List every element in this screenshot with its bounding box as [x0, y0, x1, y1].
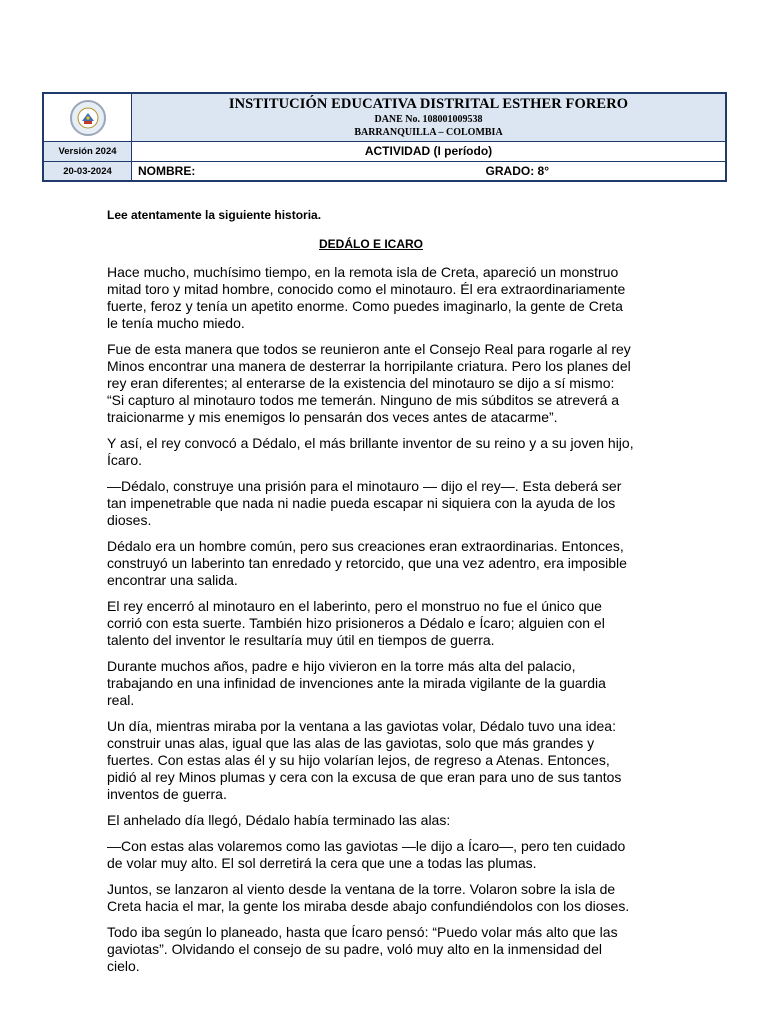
story-paragraph: Y así, el rey convocó a Dédalo, el más brillante inventor de su reino y a su joven hijo, Ícaro. — [107, 435, 634, 468]
story-paragraph: —Dédalo, construye una prisión para el minotauro — dijo el rey—. Esta deberá ser tan impenetrable que nada ni nadie pueda escapar ni siquiera con la ayuda de los dioses. — [107, 478, 622, 528]
story-paragraph: Fue de esta manera que todos se reunieron ante el Consejo Real para rogarle al rey Minos encontrar una manera de desterrar la horripilante criatura. Pero los planes del rey eran diferentes; al enterarse de la existencia del minotauro se dijo a sí mismo: “Si capturo al minotauro todos me temerán. Ninguno de mis súbditos se atreverá a traicionarme y mis enemigos lo pensarán dos veces antes de atacarme”. — [107, 341, 631, 425]
story-paragraph: Juntos, se lanzaron al viento desde la ventana de la torre. Volaron sobre la isla de Creta hacia el mar, la gente los miraba desde abajo confundiéndolos con los dioses. — [107, 881, 630, 914]
logo-cell — [44, 94, 132, 141]
date-cell: 20-03-2024 — [44, 162, 132, 180]
dane-number: DANE No. 108001009538 — [374, 114, 483, 125]
story-paragraph: Todo iba según lo planeado, hasta que Ícaro pensó: “Puedo volar más alto que las gaviotas”. Olvidando el consejo de su padre, voló muy alto en la inmensidad del cielo. — [107, 924, 618, 974]
story-paragraph: Un día, mientras miraba por la ventana a las gaviotas volar, Dédalo tuvo una idea: construir unas alas, igual que las alas de las gaviotas, solo que más grandes y fuertes. Con estas alas él y su hijo volarían lejos, de regreso a Atenas. Entonces, pidió al rey Minos plumas y cera con la excusa de que eran para uno de sus tantos inventos de guerra. — [107, 718, 622, 802]
header-table — [42, 92, 727, 182]
story-paragraph: Dédalo era un hombre común, pero sus creaciones eran extraordinarias. Entonces, construyó un laberinto tan enredado y retorcido, que una vez adentro, era imposible encontrar una salida. — [107, 538, 627, 588]
story-content — [107, 208, 635, 984]
student-info-cell — [132, 162, 725, 180]
institution-title-cell — [132, 94, 725, 141]
school-crest-icon — [70, 100, 106, 136]
story-paragraph: El rey encerró al minotauro en el laberinto, pero el monstruo no fue el único que corrió con esta suerte. También hizo prisioneros a Dédalo e Ícaro; alguien con el talento del inventor le resultaría muy útil en tiempos de guerra. — [107, 598, 605, 648]
grade-label: GRADO: 8° — [485, 164, 549, 178]
instruction-text: Lee atentamente la siguiente historia. — [107, 208, 322, 222]
story-paragraph: Hace mucho, muchísimo tiempo, en la remota isla de Creta, apareció un monstruo mitad toro y mitad hombre, conocido como el minotauro. Él era extraordinariamente fuerte, feroz y tenía un apetito enorme. Como puedes imaginarlo, la gente de Creta le tenía mucho miedo. — [107, 264, 626, 331]
name-label: NOMBRE: — [138, 164, 196, 178]
story-paragraph: El anhelado día llegó, Dédalo había terminado las alas: — [107, 812, 451, 828]
story-title: DEDÁLO E ICARO — [318, 237, 423, 251]
city-country: BARRANQUILLA – COLOMBIA — [354, 127, 503, 138]
story-paragraph: Durante muchos años, padre e hijo vivieron en la torre más alta del palacio, trabajando en una infinidad de invenciones ante la mirada vigilante de la guardia real. — [107, 658, 606, 708]
story-paragraph: —Con estas alas volaremos como las gaviotas —le dijo a Ícaro—, pero ten cuidado de volar muy alto. El sol derretirá la cera que une a todas las plumas. — [107, 838, 626, 871]
header-row-title — [44, 94, 725, 141]
header-row-student — [44, 161, 725, 180]
version-cell: Versión 2024 — [44, 142, 132, 161]
header-row-activity — [44, 141, 725, 161]
activity-title: ACTIVIDAD (I período) — [132, 142, 725, 161]
institution-name: INSTITUCIÓN EDUCATIVA DISTRITAL ESTHER FORERO — [228, 96, 629, 112]
